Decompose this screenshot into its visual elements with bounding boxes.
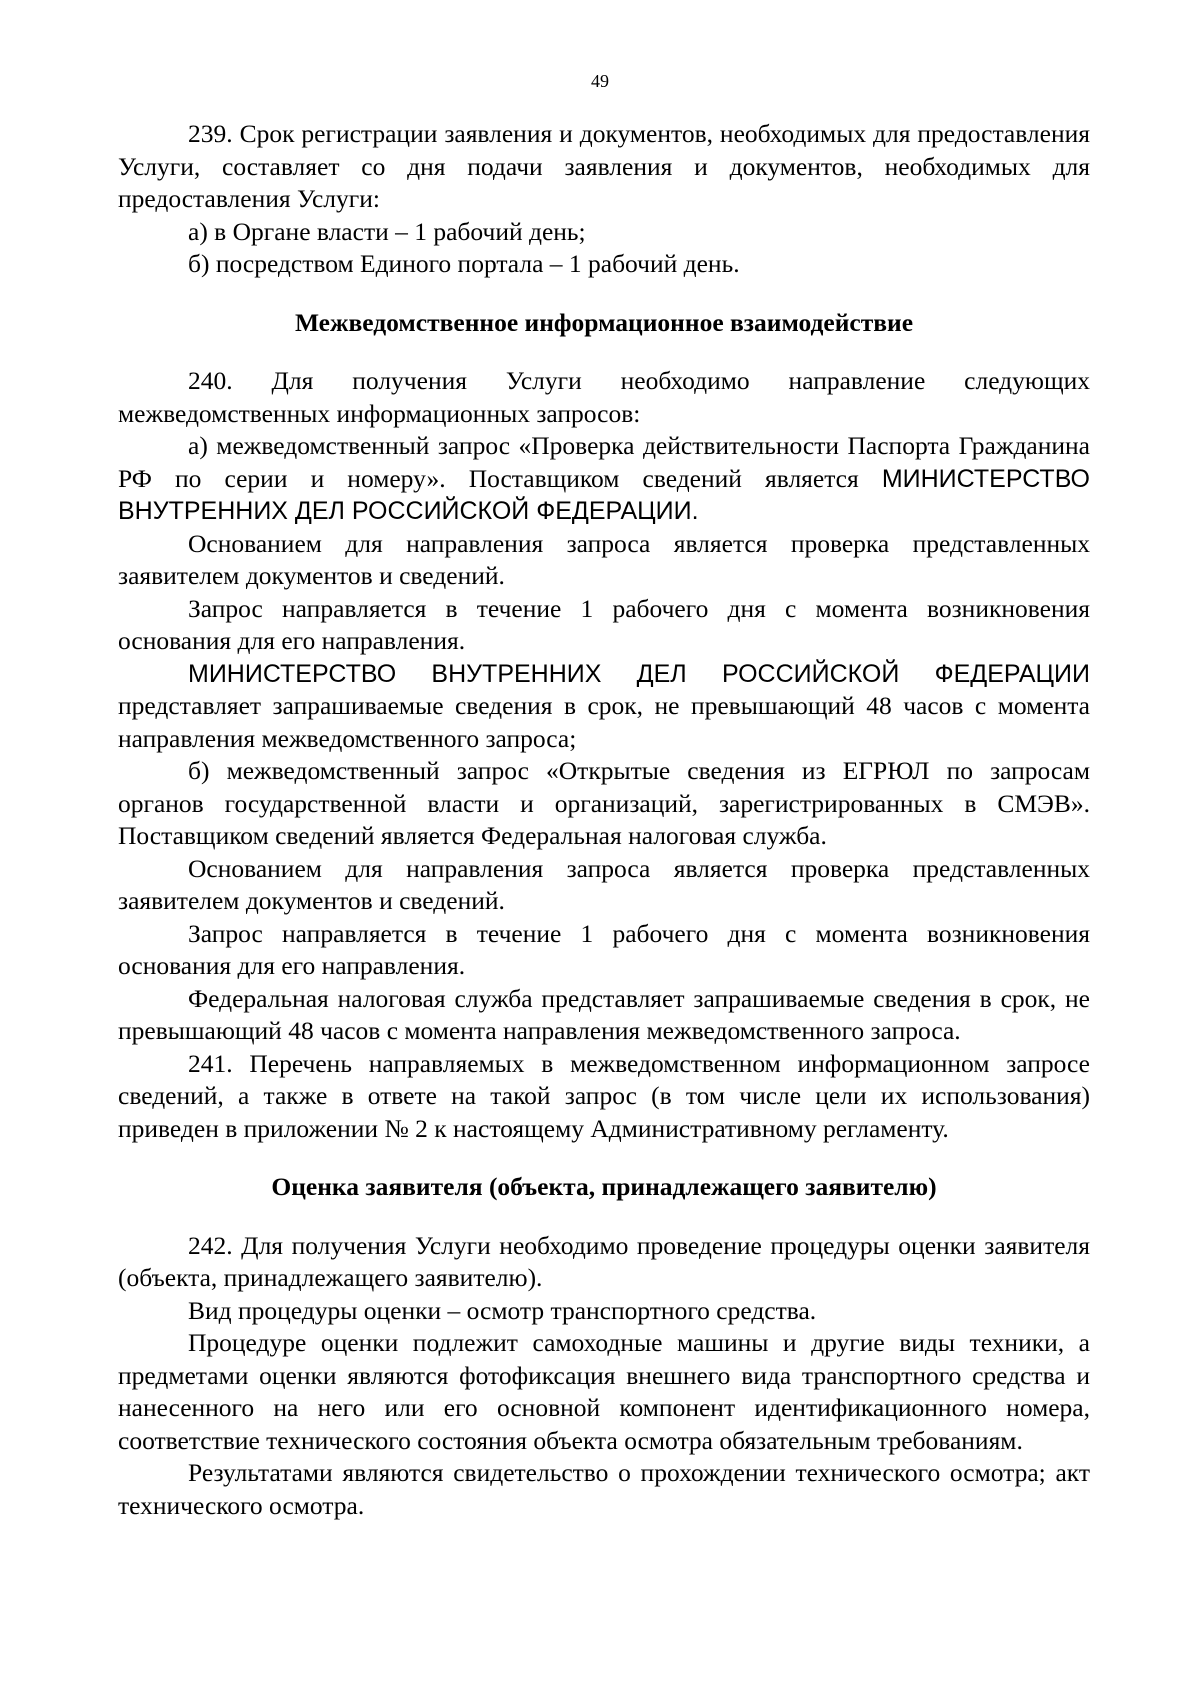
paragraph-239: 239. Срок регистрации заявления и документов, необходимых для предоставления Услуги, составляет со дня подачи заявления и документов, необходимых для предоставления Услуги: — [118, 119, 1090, 213]
paragraph-240-item-a — [118, 430, 1090, 528]
heading-interagency-interaction: Межведомственное информационное взаимодействие — [294, 307, 914, 337]
paragraph-242: 242. Для получения Услуги необходимо проведение процедуры оценки заявителя (объекта, принадлежащего заявителю). — [118, 1230, 1090, 1292]
paragraph-240-item-b-timing: Запрос направляется в течение 1 рабочего дня с момента возникновения основания для его направления. — [118, 918, 1090, 980]
item-a-provider: МИНИСТЕРСТВО ВНУТРЕННИХ ДЕЛ РОССИЙСКОЙ ФЕДЕРАЦИИ. — [118, 464, 1090, 525]
paragraph-239-item-a: а) в Органе власти – 1 рабочий день; — [188, 216, 586, 246]
paragraph-240: 240. Для получения Услуги необходимо направление следующих межведомственных информационных запросов: — [118, 366, 1090, 428]
item-a-response-org: МИНИСТЕРСТВО ВНУТРЕННИХ ДЕЛ РОССИЙСКОЙ ФЕДЕРАЦИИ — [188, 659, 1090, 688]
item-a-response-text: представляет запрашиваемые сведения в срок, не превышающий 48 часов с момента направления межведомственного запроса; — [118, 691, 1090, 753]
paragraph-240-item-b-basis: Основанием для направления запроса является проверка представленных заявителем документов и сведений. — [118, 853, 1090, 915]
paragraph-240-item-a-timing: Запрос направляется в течение 1 рабочего дня с момента возникновения основания для его направления. — [118, 593, 1090, 655]
paragraph-240-item-b-response: Федеральная налоговая служба представляет запрашиваемые сведения в срок, не превышающий 48 часов с момента направления межведомственного запроса. — [118, 983, 1090, 1045]
page-number: 49 — [591, 71, 609, 91]
paragraph-240-item-b: б) межведомственный запрос «Открытые сведения из ЕГРЮЛ по запросам органов государственной власти и организаций, зарегистрированных в СМЭВ». Поставщиком сведений является Федеральная налоговая служба. — [118, 756, 1090, 850]
heading-applicant-assessment: Оценка заявителя (объекта, принадлежащего заявителю) — [271, 1172, 937, 1201]
paragraph-241: 241. Перечень направляемых в межведомственном информационном запросе сведений, а также в ответе на такой запрос (в том числе цели их использования) приведен в приложении № 2 к настоящему Административному регламенту. — [118, 1048, 1090, 1143]
paragraph-240-item-a-response — [118, 658, 1090, 756]
paragraph-240-item-a-basis: Основанием для направления запроса является проверка представленных заявителем документов и сведений. — [118, 528, 1090, 590]
paragraph-242-procedure-subject: Процедуре оценки подлежит самоходные машины и другие виды техники, а предметами оценки являются фотофиксация внешнего вида транспортного средства и нанесенного на него или его основной компонент идентификационного номера, соответствие технического состояния объекта осмотра обязательным требованиям. — [118, 1328, 1090, 1455]
item-a-text: а) межведомственный запрос «Проверка действительности Паспорта Гражданина РФ по серии и номеру». Поставщиком сведений является — [118, 431, 1090, 493]
paragraph-242-results: Результатами являются свидетельство о прохождении технического осмотра; акт технического осмотра. — [118, 1458, 1090, 1520]
document-body — [118, 118, 1090, 1522]
paragraph-242-procedure-type: Вид процедуры оценки – осмотр транспортного средства. — [188, 1295, 817, 1325]
paragraph-239-item-b: б) посредством Единого портала – 1 рабочий день. — [188, 249, 740, 278]
